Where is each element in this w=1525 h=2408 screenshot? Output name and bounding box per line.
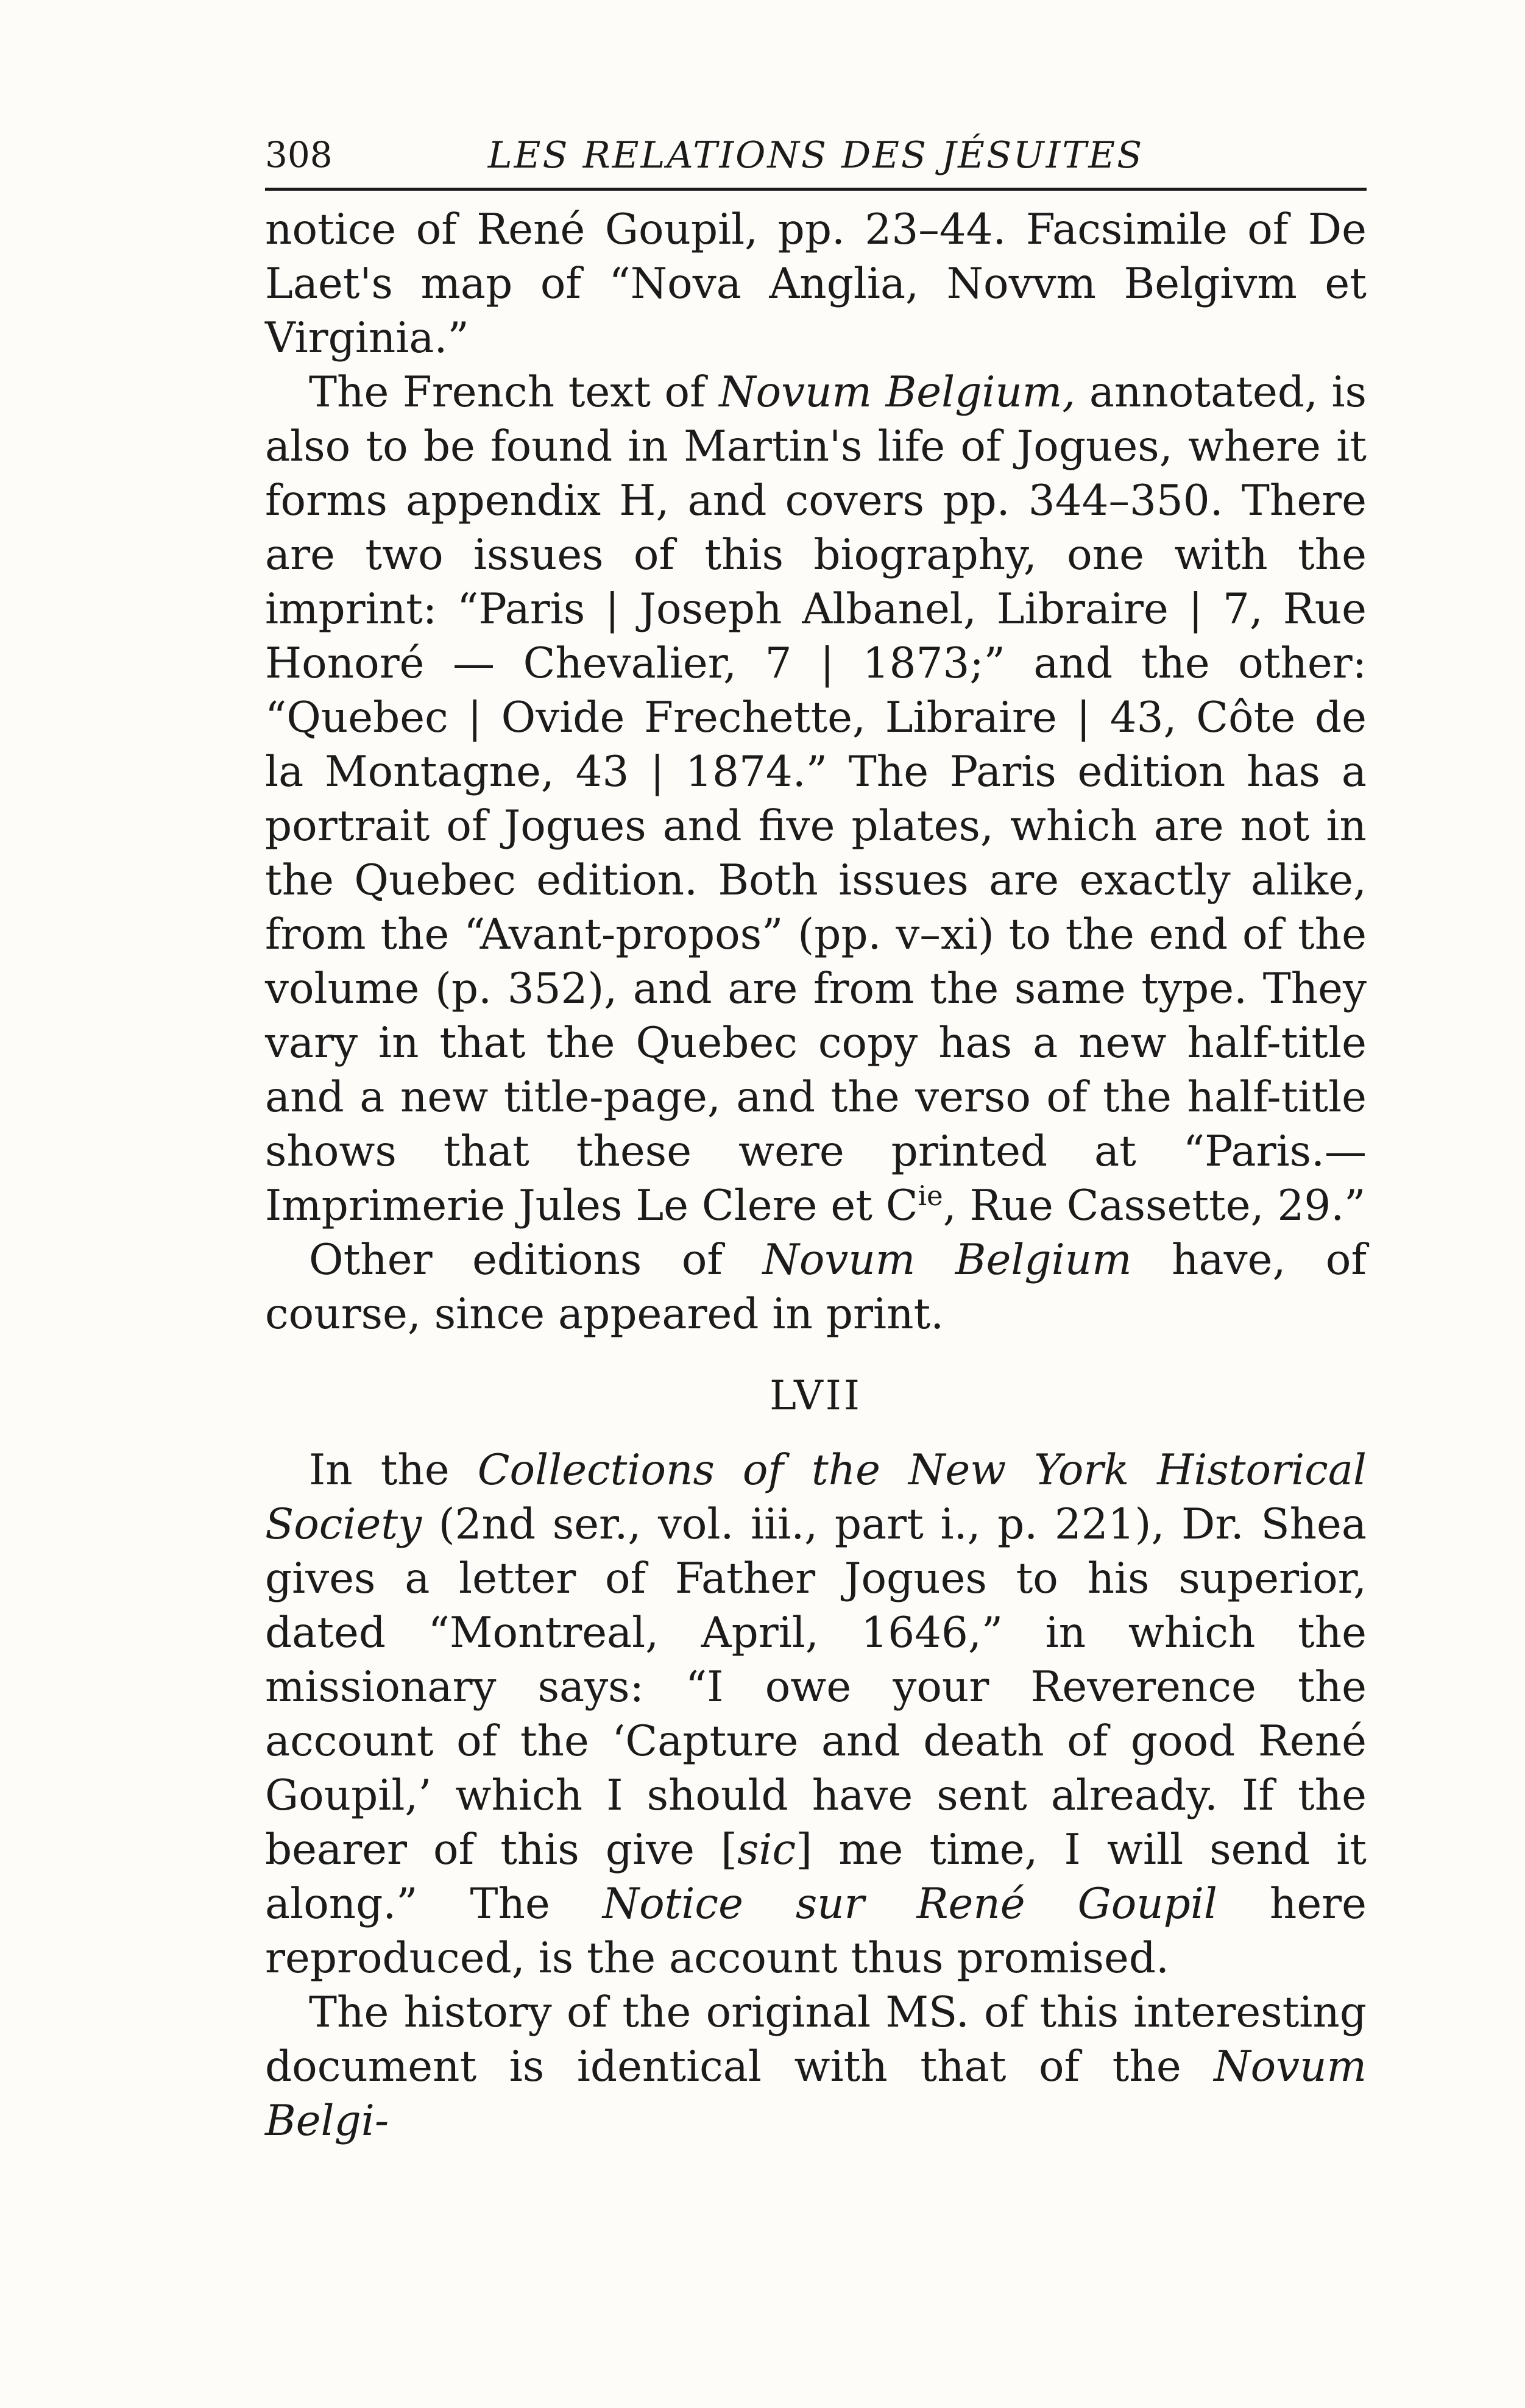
paragraph-3-rest: have, of course, since appeared in print.: [265, 1236, 1367, 1339]
paragraph-3: [265, 1233, 1367, 1342]
paragraph-2: [265, 366, 1367, 1233]
paragraph-4-mid-2: ] me time, I will send it along.” The: [265, 1825, 1367, 1928]
paragraph-4-mid-1: (2nd ser., vol. iii., part i., p. 221), Dr. Shea gives a letter of Father Jogues to his superior, dated “Montreal, April, 1646,” in which the missionary says: “I owe your Reverence the account of the ‘Capture and death of good René Goupil,’ which I should have sent already. If the bearer of this give [: [265, 1500, 1367, 1874]
book-page: [265, 122, 1367, 2148]
paragraph-4-start: In the: [309, 1446, 478, 1495]
paragraph-1-text: notice of René Goupil, pp. 23–44. Facsimile of De Laet's map of “Nova Anglia, Novvm Belgivm et Virginia.”: [265, 205, 1367, 363]
paragraph-2-italic-title: Novum Belgium,: [719, 368, 1076, 417]
paragraph-2-start: The French text of: [309, 368, 720, 417]
paragraph-2-rest-1: annotated, is also to be found in Martin's life of Jogues, where it forms appendix H, and covers pp. 344–350. There are two issues of this biography, one with the imprint: “Paris | Joseph Albanel, Libraire | 7, Rue Honoré — Chevalier, 7 | 1873;” and the other: “Quebec | Ovide Frechette, Libraire | 43, Côte de la Montagne, 43 | 1874.” The Paris edition has a portrait of Jogues and five plates, which are not in the Quebec edition. Both issues are exactly alike, from the “Avant-propos” (pp. v–xi) to the end of the volume (p. 352), and are from the same type. They vary in that the Quebec copy has a new half-title and a new title-page, and the verso of the half-title shows that these were printed at “Paris.— Imprimerie Jules Le Clere et C: [265, 368, 1367, 1230]
paragraph-4-end: here reproduced, is the account thus promised.: [265, 1880, 1367, 1983]
page-header: [265, 122, 1367, 191]
page-number: 308: [265, 134, 333, 175]
paragraph-5-start: The history of the original MS. of this interesting document is identical with that of the: [265, 1988, 1367, 2091]
paragraph-4-italic-notice: Notice sur René Goupil: [602, 1880, 1217, 1928]
body-text: [265, 203, 1367, 2148]
paragraph-4-italic-collections: Collections of the New York Historical Society: [265, 1446, 1367, 1549]
paragraph-3-start: Other editions of: [309, 1236, 763, 1284]
superscript-ie: ie: [918, 1180, 943, 1212]
paragraph-4: [265, 1443, 1367, 1986]
paragraph-5: [265, 1986, 1367, 2148]
paragraph-4-italic-sic: sic: [737, 1825, 796, 1874]
paragraph-3-italic-title: Novum Belgium: [762, 1236, 1132, 1284]
paragraph-2-rest-2: , Rue Cassette, 29.”: [943, 1181, 1366, 1230]
section-heading: LVII: [770, 1372, 862, 1419]
paragraph-5-italic: Novum Belgi-: [265, 2042, 1367, 2145]
paragraph-1: [265, 203, 1367, 366]
running-title: LES RELATIONS DES JÉSUITES: [487, 134, 1144, 177]
